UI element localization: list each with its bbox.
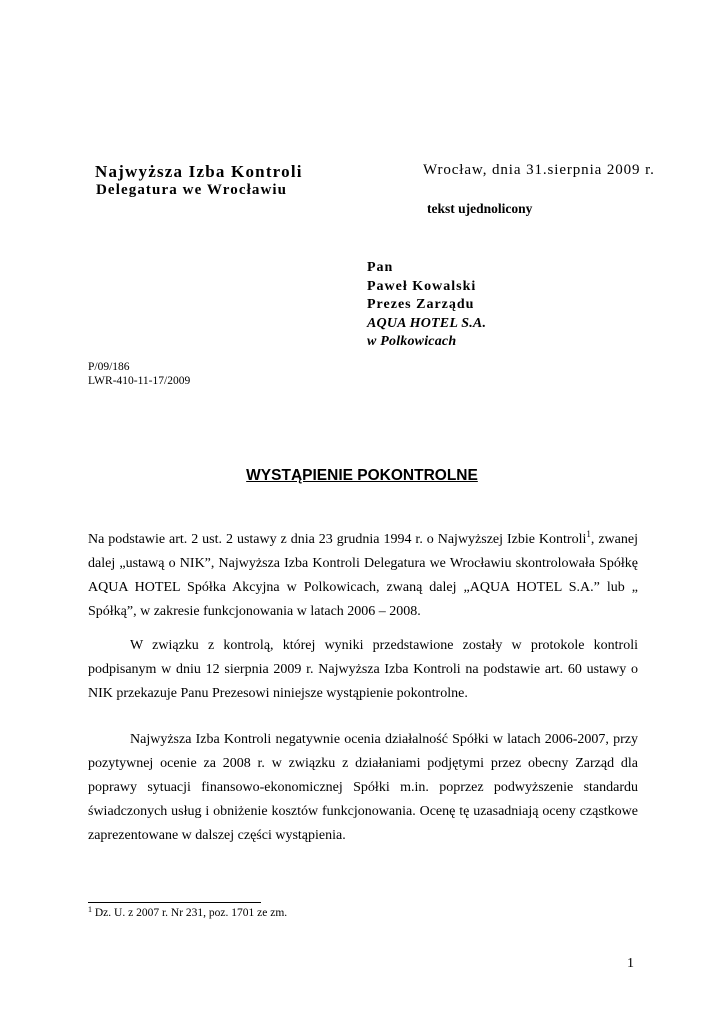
- recipient-name: Paweł Kowalski: [367, 278, 477, 294]
- paragraph-2: W związku z kontrolą, której wyniki przedstawione zostały w protokole kontroli podpisanym w dniu 12 sierpnia 2009 r. Najwyższa Izba Kontroli na podstawie art. 60 ustawy o NIK przekazuje Panu Prezesowi niniejsze wystąpienie pokontrolne.: [88, 638, 638, 701]
- reference-numbers: [88, 360, 190, 388]
- paragraph-1: [88, 528, 638, 624]
- recipient-location: w Polkowicach: [367, 334, 457, 349]
- recipient-block: [367, 259, 486, 352]
- page-number: 1: [627, 956, 634, 971]
- footnote-divider: [88, 902, 261, 903]
- paragraph-3: Najwyższa Izba Kontroli negatywnie ocenia działalność Spółki w latach 2006-2007, przy pozytywnej ocenie za 2008 r. w związku z działaniami podjętymi przez obecny Zarząd dla poprawy sytuacji finansowo-ekonomicznej Spółki m.in. poprzez podwyższenie standardu świadczonych usług i obniżenie kosztów funkcjonowania. Ocenę tę uzasadniają oceny cząstkowe zaprezentowane w dalszej części wystąpienia.: [88, 732, 638, 843]
- unified-text-note: tekst ujednolicony: [427, 201, 533, 216]
- footnote: [88, 907, 287, 919]
- recipient-company: AQUA HOTEL S.A.: [367, 315, 487, 331]
- footnote-mark: 1: [88, 905, 92, 914]
- case-number: P/09/186: [88, 361, 130, 373]
- recipient-position: Prezes Zarządu: [367, 297, 475, 312]
- recipient-salutation: Pan: [367, 260, 394, 275]
- date-line: Wrocław, dnia 31.sierpnia 2009 r.: [423, 162, 655, 178]
- paragraph-1-text-end: , zwanej dalej „ustawą o NIK”, Najwyższa Izba Kontroli Delegatura we Wrocławiu skontrolowała Spółkę AQUA HOTEL Spółka Akcyjna w Polkowicach, zwaną dalej „AQUA HOTEL S.A.” lub „ Spółką”, w zakresie funkcjonowania w latach 2006 – 2008.: [88, 532, 638, 619]
- footnote-reference: 1: [586, 529, 591, 539]
- document-title: WYSTĄPIENIE POKONTROLNE: [246, 467, 478, 484]
- organization-name: Najwyższa Izba Kontroli: [95, 162, 303, 181]
- footnote-text: Dz. U. z 2007 r. Nr 231, poz. 1701 ze zm.: [92, 907, 288, 919]
- file-number: LWR-410-11-17/2009: [88, 375, 191, 387]
- organization-branch: Delegatura we Wrocławiu: [96, 182, 288, 198]
- paragraph-1-text-start: Na podstawie art. 2 ust. 2 ustawy z dnia 23 grudnia 1994 r. o Najwyższej Izbie Kontroli: [88, 532, 587, 547]
